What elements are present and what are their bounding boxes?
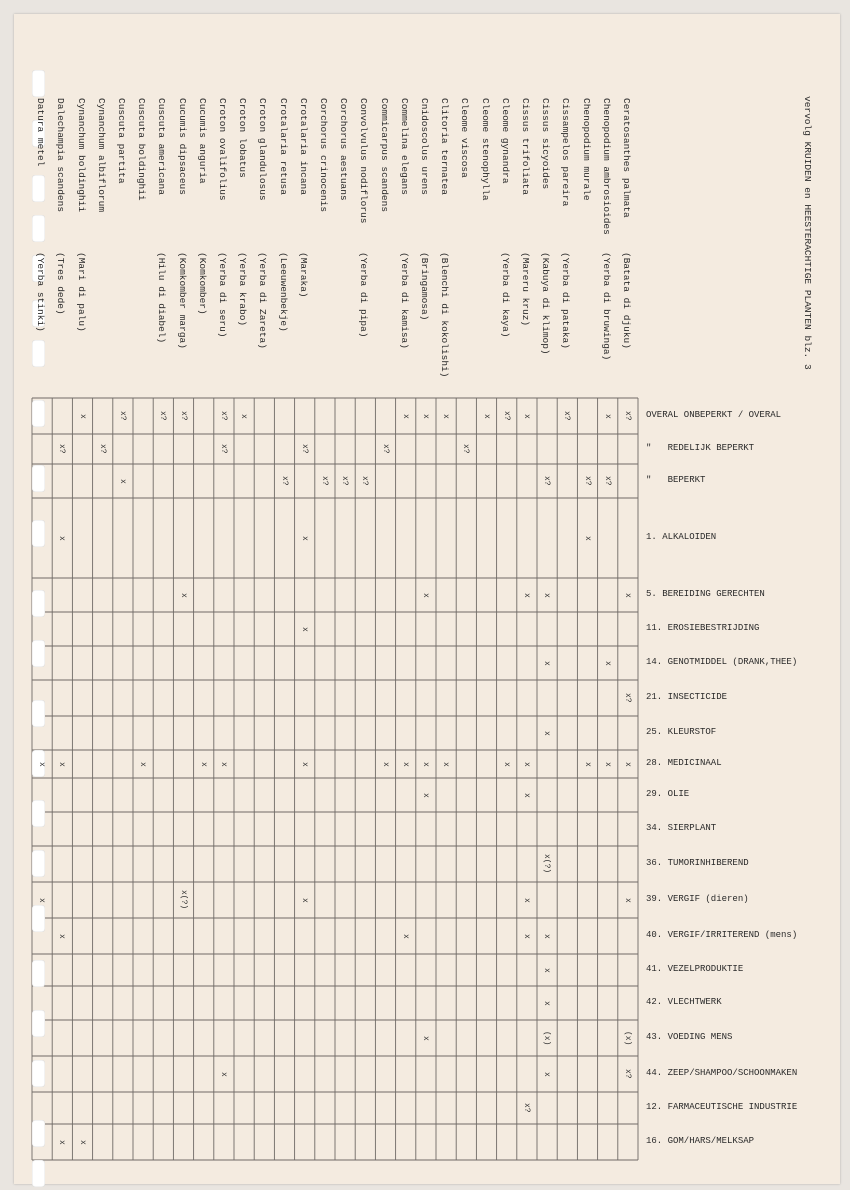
table-cell-mark: x? xyxy=(623,693,632,703)
binder-hole xyxy=(32,850,45,877)
plant-local-name: (Blenchi di kokolishi) xyxy=(439,252,451,378)
plant-name: Crotalaria incana xyxy=(297,98,309,195)
plant-name: Cleome viscosa xyxy=(459,98,471,178)
binder-hole xyxy=(32,800,45,827)
plant-local-name: (Yerba di Zareta) xyxy=(257,252,269,349)
table-cell-mark: x? xyxy=(340,476,350,486)
plant-local-name: (Komkomber) xyxy=(196,252,208,315)
plant-local-name: (Maraka) xyxy=(297,252,309,298)
binder-hole xyxy=(32,590,45,617)
plant-name: Chenopodium ambrosioides xyxy=(600,98,612,235)
plant-name: Clitoria ternatea xyxy=(439,98,451,195)
table-cell-mark: x xyxy=(602,413,612,419)
plant-local-name: (Bringamosa) xyxy=(419,252,430,321)
table-cell-mark: x xyxy=(582,535,592,541)
plant-local-name: (Batata di djuku) xyxy=(621,252,632,349)
table-cell-mark: x? xyxy=(299,444,309,454)
table-cell-mark: x xyxy=(542,592,552,598)
use-label: 36. TUMORINHIBEREND xyxy=(646,858,749,868)
plant-name: Commicarpus scandens xyxy=(378,98,390,213)
use-label: 34. SIERPLANT xyxy=(646,823,717,833)
binder-hole xyxy=(32,960,45,987)
plant-local-name: (Yerba di pipa) xyxy=(358,252,370,338)
plant-name: Crotalaria retusa xyxy=(277,98,289,195)
plant-local-name: (Yerba di kamisa) xyxy=(398,252,410,349)
plant-local-name: (Hilu di diabel) xyxy=(156,252,168,344)
plant-local-name: (Yerba krabo) xyxy=(237,252,249,327)
table-cell-mark: x xyxy=(522,933,531,939)
plant-name: Cissus sicyoides xyxy=(540,98,552,190)
plant-name: Cnidoscolus urens xyxy=(419,98,430,195)
use-label: 39. VERGIF (dieren) xyxy=(646,894,749,904)
table-cell-mark: x? xyxy=(158,411,168,421)
plant-local-name: (Yerba stinki) xyxy=(35,252,47,332)
use-label: 29. OLIE xyxy=(646,789,690,799)
table-cell-mark: x xyxy=(542,1000,552,1006)
plant-name: Corchorus aestuans xyxy=(338,98,350,201)
use-label: 12. FARMACEUTISCHE INDUSTRIE xyxy=(646,1102,798,1112)
plant-local-name: (Kabuya di klimop) xyxy=(540,252,552,355)
table-cell-mark: x xyxy=(623,897,632,903)
table-cell-mark: (x) xyxy=(542,1030,552,1046)
table-cell-mark: x xyxy=(582,761,592,767)
use-label: 43. VOEDING MENS xyxy=(646,1032,733,1042)
plant-local-name: (Leeuwenbekje) xyxy=(277,252,289,332)
table-cell-mark: x xyxy=(57,535,67,541)
binder-hole xyxy=(32,905,45,932)
binder-hole xyxy=(32,465,45,492)
table-cell-mark: x xyxy=(299,897,309,903)
table-cell-mark: x? xyxy=(219,411,228,421)
use-label: 44. ZEEP/SHAMPOO/SCHOONMAKEN xyxy=(646,1068,798,1078)
use-label: 41. VEZELPRODUKTIE xyxy=(646,964,744,974)
table-cell-mark: x? xyxy=(57,444,67,454)
table-cell-mark: x xyxy=(623,592,632,598)
table-cell-mark: x xyxy=(198,761,208,767)
table-cell-mark: x? xyxy=(542,476,552,486)
table-cell-mark: x? xyxy=(623,411,632,421)
binder-hole xyxy=(32,215,45,242)
plant-name: Croton lobatus xyxy=(237,98,249,178)
table-cell-mark: x xyxy=(602,761,612,767)
table-cell-mark: x? xyxy=(461,444,471,454)
table-cell-mark: x? xyxy=(602,476,612,486)
table-cell-mark: x xyxy=(602,660,612,666)
table-cell-mark: x xyxy=(299,535,309,541)
plant-name: Cissampelos pareira xyxy=(560,98,572,207)
plant-name: Cuscuta boldinghii xyxy=(136,98,148,201)
table-cell-mark: x xyxy=(421,792,430,798)
table-cell-mark: x? xyxy=(501,411,511,421)
table-cell-mark: x xyxy=(421,1035,430,1041)
table-cell-mark: x xyxy=(299,626,309,632)
plant-local-name: (Yerba di seru) xyxy=(217,252,228,338)
binder-hole xyxy=(32,1060,45,1087)
table-cell-mark: x? xyxy=(623,1069,632,1079)
table-cell-mark: x xyxy=(522,792,531,798)
table-cell-mark: x? xyxy=(582,476,592,486)
plant-local-name: (Yerba di pataka) xyxy=(560,252,572,349)
table-cell-mark: x xyxy=(421,413,430,419)
table-cell-mark: x xyxy=(178,592,188,598)
table-cell-mark: x? xyxy=(219,444,228,454)
plant-name: Cleome stenophylla xyxy=(479,98,491,201)
table-cell-mark: x? xyxy=(279,476,289,486)
use-label: 14. GENOTMIDDEL (DRANK,THEE) xyxy=(646,657,798,667)
plant-name: Commelina elegans xyxy=(398,98,410,195)
plant-name: Datura metel xyxy=(35,98,47,167)
table-cell-mark: x xyxy=(400,933,410,939)
table-cell-mark: x xyxy=(299,761,309,767)
plant-local-name: (Mari di palu) xyxy=(75,252,87,332)
table-cell-mark: x xyxy=(57,1139,67,1145)
binder-hole xyxy=(32,1010,45,1037)
plant-name: Croton ovalifolius xyxy=(217,98,228,201)
table-cell-mark: x xyxy=(522,897,531,903)
plant-name: Dalechampia scandens xyxy=(55,98,67,213)
table-cell-mark: x xyxy=(441,761,451,767)
binder-hole xyxy=(32,640,45,667)
table-cell-mark: x xyxy=(542,967,552,973)
plant-name: Cucumis anguria xyxy=(196,98,208,184)
use-label: 25. KLEURSTOF xyxy=(646,727,717,737)
binder-hole xyxy=(32,1120,45,1147)
binder-hole xyxy=(32,340,45,367)
table-cell-mark: x xyxy=(441,413,451,419)
plant-name: Cleome gynandra xyxy=(499,98,511,184)
distribution-label: " BEPERKT xyxy=(646,475,706,485)
use-label: 21. INSECTICIDE xyxy=(646,692,728,702)
table-cell-mark: x? xyxy=(320,476,329,486)
binder-hole xyxy=(32,1160,45,1187)
table-cell-mark: x xyxy=(77,1139,87,1145)
table-cell-mark: x xyxy=(542,660,552,666)
plant-local-name: (Yerba di bruwinga) xyxy=(600,252,612,361)
table-cell-mark: x? xyxy=(118,411,127,421)
plant-name: Convolvulus nodiflorus xyxy=(358,98,370,224)
plant-name: Ceratosanthes palmata xyxy=(621,98,632,218)
table-cell-mark: x xyxy=(380,761,390,767)
plant-name: Cucumis dipsaceus xyxy=(176,98,188,195)
distribution-label: OVERAL ONBEPERKT / OVERAL xyxy=(646,410,782,420)
page-header: vervolg KRUIDEN en HEESTERACHTIGE PLANTEN blz. 3 xyxy=(802,96,813,370)
plant-name: Croton glandulosus xyxy=(257,98,269,201)
plant-local-name: (Yerba di kaya) xyxy=(499,252,511,338)
table-cell-mark: x xyxy=(219,761,228,767)
plant-name: Cissus trifoliata xyxy=(520,98,531,195)
table-cell-mark: x? xyxy=(522,1103,531,1113)
table-cell-mark: x xyxy=(118,478,127,484)
table-cell-mark: x xyxy=(138,761,148,767)
table-cell-mark: x xyxy=(522,761,531,767)
use-label: 11. EROSIEBESTRIJDING xyxy=(646,623,760,633)
plant-local-name: (Komkomber marga) xyxy=(176,252,188,349)
use-label: 1. ALKALOIDEN xyxy=(646,532,717,542)
binder-hole xyxy=(32,400,45,427)
table-cell-mark: x? xyxy=(380,444,390,454)
plant-name: Cuscuta partita xyxy=(116,98,127,184)
table-cell-mark: x? xyxy=(360,476,370,486)
table-cell-mark: x xyxy=(501,761,511,767)
plant-name: Cynanchum albiflorum xyxy=(95,98,107,213)
plant-local-name: (Tres dede) xyxy=(55,252,67,315)
use-label: 5. BEREIDING GERECHTEN xyxy=(646,589,765,599)
plant-name: Cynanchum boldinghii xyxy=(75,98,87,213)
binder-hole xyxy=(32,175,45,202)
plant-name: Cuscuta americana xyxy=(156,98,168,195)
table-cell-mark: x xyxy=(542,933,552,939)
table-cell-mark: x xyxy=(542,730,552,736)
plant-local-name: (Mareru kruz) xyxy=(520,252,531,327)
table-cell-mark: x xyxy=(77,413,87,419)
table-cell-mark: x xyxy=(219,1071,228,1077)
table-cell-mark: x? xyxy=(97,444,107,454)
table-cell-mark: x(?) xyxy=(542,854,552,874)
table-cell-mark: x? xyxy=(178,411,188,421)
table-cell-mark: x xyxy=(481,413,491,419)
table-cell-mark: x? xyxy=(562,411,572,421)
use-label: 42. VLECHTWERK xyxy=(646,997,722,1007)
table-cell-mark: x xyxy=(400,761,410,767)
table-cell-mark: x xyxy=(37,761,47,767)
use-label: 28. MEDICINAAL xyxy=(646,758,722,768)
binder-hole xyxy=(32,700,45,727)
table-cell-mark: x xyxy=(623,761,632,767)
use-label: 16. GOM/HARS/MELKSAP xyxy=(646,1136,755,1146)
table-cell-mark: x xyxy=(421,592,430,598)
table-cell-mark: x xyxy=(37,897,47,903)
use-label: 40. VERGIF/IRRITEREND (mens) xyxy=(646,930,798,940)
plant-name: Chenopodium murale xyxy=(580,98,592,201)
table-cell-mark: x xyxy=(57,933,67,939)
table-cell-mark: x xyxy=(522,592,531,598)
table-cell-mark: x xyxy=(239,413,249,419)
table-cell-mark: x xyxy=(421,761,430,767)
distribution-label: " REDELIJK BEPERKT xyxy=(646,443,755,453)
table-cell-mark: (x) xyxy=(623,1030,632,1046)
plant-name: Corchorus crinocenis xyxy=(318,98,329,213)
table-cell-mark: x(?) xyxy=(178,890,188,910)
binder-hole xyxy=(32,70,45,97)
table-cell-mark: x xyxy=(522,413,531,419)
binder-hole xyxy=(32,520,45,547)
table-cell-mark: x xyxy=(542,1071,552,1077)
table-cell-mark: x xyxy=(57,761,67,767)
table-cell-mark: x xyxy=(400,413,410,419)
